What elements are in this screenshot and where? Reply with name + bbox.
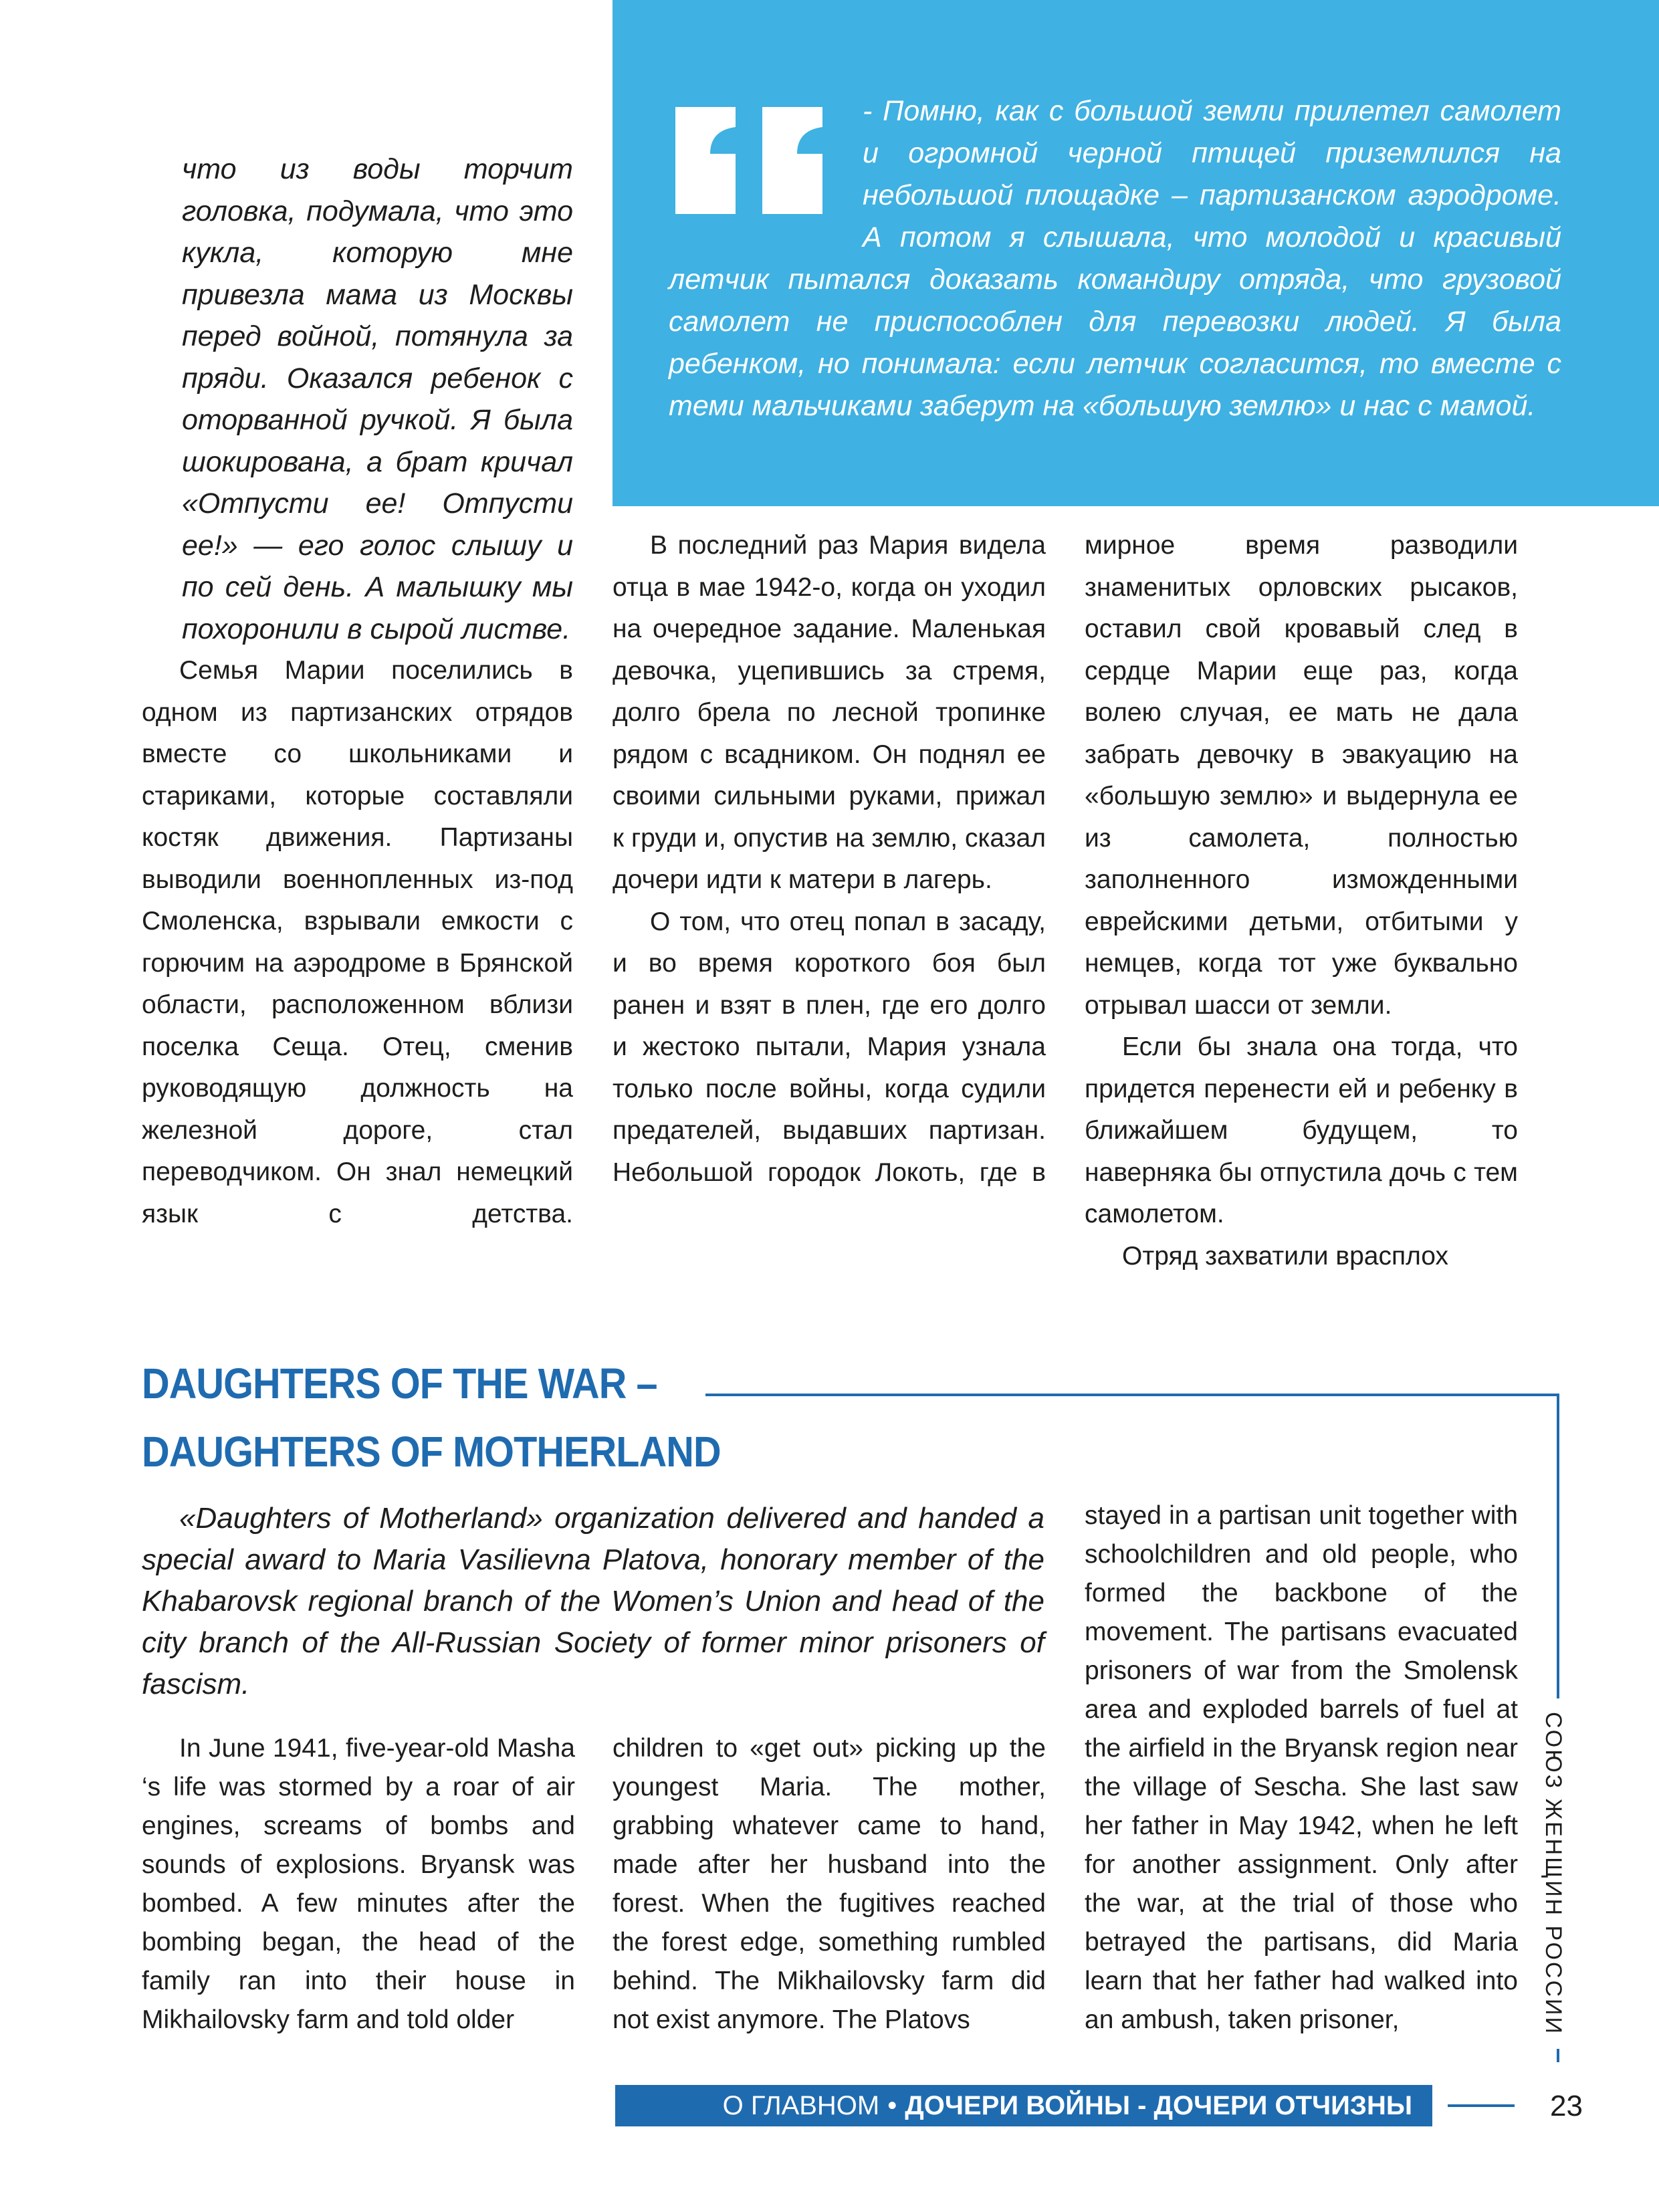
- lead-text: «Daughters of Motherland» organization delivered and handed a special award to Maria Vasilievna Platova, honorary member of the Khabarovsk regional branch of the Women’s Union and head of the city branch of the All-Russian Society of former minor prisoners of fascism.: [142, 1502, 1044, 1700]
- ru-column-2: [613, 525, 1046, 1194]
- lead-paragraph: [142, 1498, 1044, 1705]
- section-heading: [142, 1349, 721, 1486]
- footer-separator: •: [887, 2091, 897, 2120]
- heading-rule: [705, 1394, 1559, 1396]
- paragraph: Отряд захватили врасплох: [1122, 1241, 1449, 1270]
- paragraph: В последний раз Мария видела отца в мае 1942-о, когда он уходил на очередное задание. Маленькая девочка, уцепившись за стремя, долго брела по лесной тропинке рядом с всадником. Он поднял ее своими сильными руками, прижал к груди и, опустив на землю, сказал дочери идти к матери в лагерь.: [613, 531, 1046, 894]
- ru-column-3: [1085, 525, 1518, 1277]
- quote-continuation: что из воды торчит головка, подумала, что это кукла, которую мне привезла мама из Москвы перед войной, потянула за пряди. Оказался ребенок с оторванной ручкой. Я была шокирована, а брат кричал «Отпусти ее! Отпусти ее!» — его голос слышу и по сей день. А малышку мы похоронили в сырой листве.: [182, 153, 573, 645]
- heading-line: DAUGHTERS OF THE WAR –: [142, 1359, 657, 1408]
- footer-bar: [615, 2085, 1432, 2126]
- paragraph: Если бы знала она тогда, что придется перенести ей и ребенку в ближайшем будущем, то наверняка бы отпустила дочь с тем самолетом.: [1085, 1032, 1518, 1228]
- paragraph: О том, что отец попал в засаду, и во время короткого боя был ранен и взят в плен, где его долго и жестоко пытали, Мария узнала только после войны, когда судили предателей, выдавших партизан. Небольшой городок Локоть, где в: [613, 907, 1046, 1187]
- paragraph: children to «get out» picking up the youngest Maria. The mother, grabbing whatever came to hand, made after her husband into the forest. When the fugitives reached the forest edge, something rumbled behind. The Mikhailovsky farm did not exist anymore. The Platovs: [613, 1734, 1046, 2034]
- en-column-2: [613, 1729, 1046, 2039]
- side-label: СОЮЗ ЖЕНЩИН РОССИИ: [1540, 1698, 1566, 2049]
- paragraph: Семья Марии поселились в одном из партизанских отрядов вместе со школьниками и стариками, которые составляли костяк движения. Партизаны выводили военнопленных из-под Смоленска, взрывали емкости с горючим на аэродроме в Брянской области, расположенном вблизи поселка Сеща. Отец, сменив руководящую должность на железной дороге, стал переводчиком. Он знал немецкий язык с детства.: [142, 656, 573, 1228]
- page-number: 23: [1550, 2090, 1583, 2122]
- pull-quote-text: - Помню, как с большой земли прилетел самолет и огромной черной птицей приземлился на небольшой площадке – партизанском аэродроме. А потом я слышала, что молодой и красивый летчик пытался доказать командиру отряда, что грузовой самолет не приспособлен для перевозки людей. Я была ребенком, но понимала: если летчик согласится, то вместе с теми мальчиками заберут на «большую землю» и нас с мамой.: [669, 95, 1561, 422]
- paragraph: мирное время разводили знаменитых орловских рысаков, оставил свой кровавый след в сердце Марии еще раз, когда волею случая, ее мать не дала забрать девочку в эвакуацию на «большую землю» и выдернула ее из самолета, полностью заполненного изможденными еврейскими детьми, отбитыми у немцев, когда тот уже буквально отрывал шасси от земли.: [1085, 531, 1518, 1020]
- footer-section: О ГЛАВНОМ: [722, 2091, 880, 2120]
- en-column-3: [1085, 1497, 1518, 2039]
- en-column-1: [142, 1729, 575, 2039]
- paragraph: stayed in a partisan unit together with schoolchildren and old people, who formed the backbone of the movement. The partisans evacuated prisoners of war from the Smolensk area and exploded barrels of fuel at the airfield in the Bryansk region near the village of Sescha. She last saw her father in May 1942, when he left for another assignment. Only after the war, at the trial of those who betrayed the partisans, did Maria learn that her father had walked into an ambush, taken prisoner,: [1085, 1501, 1518, 2034]
- ru-column-1: [142, 148, 573, 1235]
- footer-title: ДОЧЕРИ ВОЙНЫ - ДОЧЕРИ ОТЧИЗНЫ: [905, 2091, 1412, 2120]
- heading-line: DAUGHTERS OF MOTHERLAND: [142, 1428, 721, 1476]
- paragraph: In June 1941, five-year-old Masha ‘s life was stormed by a roar of air engines, screams of bombs and sounds of explosions. Bryansk was bombed. A few minutes after the bombing began, the head of the family ran into their house in Mikhailovsky farm and told older: [142, 1734, 575, 2034]
- footer-rule: [1448, 2104, 1515, 2107]
